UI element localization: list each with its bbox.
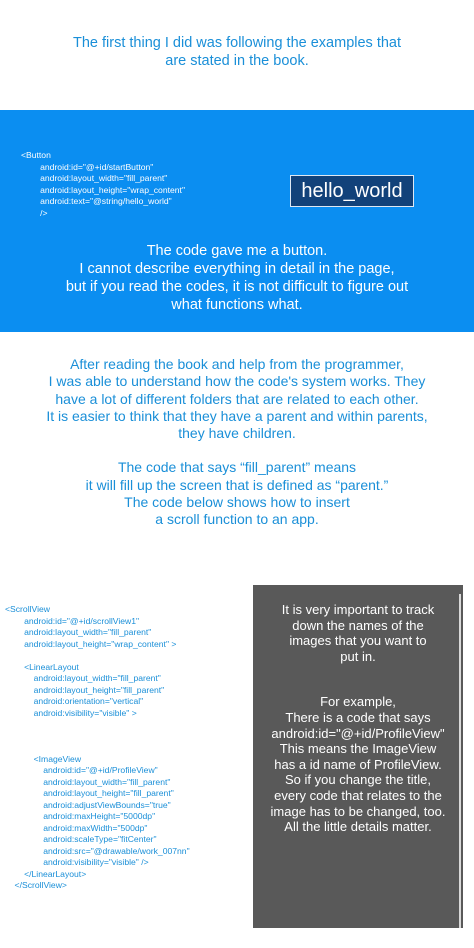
code-line: android:id="@+id/scrollView1"	[5, 615, 140, 626]
text-line: The code gave me a button.	[146, 243, 328, 259]
code-line: android:text="@string/hello_world"	[21, 196, 172, 206]
intro-text	[0, 34, 474, 70]
text-line: but if you read the codes, it is not difficult to figure out	[65, 279, 409, 295]
code-line: android:adjustViewBounds="true"	[5, 799, 171, 810]
code-line: android:layout_width="fill_parent"	[5, 776, 171, 787]
text-line: has a id name of ProfileView.	[274, 756, 442, 772]
code-line: <ScrollView	[5, 604, 50, 614]
text-line: image has to be changed, too.	[270, 803, 446, 819]
text-line: The code below shows how to insert	[124, 494, 350, 511]
text-line: have a lot of different folders that are related to each other.	[55, 390, 419, 407]
text-line: put in.	[340, 648, 376, 664]
code-line: <LinearLayout	[5, 661, 79, 672]
code-line	[5, 742, 190, 754]
code-line	[5, 650, 190, 662]
code-line: android:layout_height="wrap_content"	[21, 184, 185, 195]
text-line: down the names of the	[292, 617, 424, 633]
code-line: android:layout_height="fill_parent"	[5, 788, 174, 798]
text-line: The code that says “fill_parent” means	[117, 459, 357, 476]
code-line: />	[21, 207, 48, 218]
code-line	[5, 719, 190, 731]
code-line: android:layout_width="fill_parent"	[5, 627, 152, 637]
code-line: android:id="@+id/startButton"	[21, 161, 154, 172]
code-line: android:layout_height="wrap_content" >	[5, 638, 177, 649]
text-line: a scroll function to an app.	[155, 511, 319, 528]
paragraph-gap	[253, 664, 463, 694]
code-line: android:layout_width="fill_parent"	[21, 173, 168, 183]
text-line: I was able to understand how the code's system works. They	[48, 373, 426, 390]
code-line: android:visibility="visible" />	[5, 857, 149, 867]
button-code-block	[21, 150, 185, 219]
code-line: android:id="@+id/ProfileView"	[5, 765, 158, 775]
hello-world-button[interactable]: hello_world	[290, 175, 414, 207]
code-line: android:maxWidth="500dp"	[5, 822, 148, 833]
paragraph-gap	[0, 442, 474, 459]
text-line: It is very important to track	[281, 602, 435, 617]
code-line: <ImageView	[5, 753, 82, 764]
text-line: This means the ImageView	[279, 741, 437, 757]
text-line: every code that relates to the	[274, 787, 442, 803]
structure-explanation	[0, 356, 474, 529]
text-line: I cannot describe everything in detail in the page,	[79, 261, 395, 277]
text-line: So if you change the title,	[285, 772, 431, 788]
button-example-section	[0, 110, 474, 332]
code-line: android:scaleType="fitCenter"	[5, 834, 157, 844]
intro-line: are stated in the book.	[165, 53, 309, 69]
text-line: There is a code that says	[285, 709, 431, 725]
code-line: android:orientation="vertical"	[5, 696, 144, 706]
text-line: For example,	[320, 694, 396, 710]
button-explanation	[0, 242, 474, 314]
note-scrollbar[interactable]	[459, 594, 461, 928]
code-line: android:layout_height="fill_parent"	[5, 684, 165, 695]
text-line: it will fill up the screen that is defined as “parent.”	[85, 476, 389, 493]
text-line: After reading the book and help from the programmer,	[70, 356, 404, 372]
text-line: images that you want to	[289, 633, 427, 649]
code-line: android:layout_width="fill_parent"	[5, 673, 161, 683]
note-text	[253, 602, 463, 835]
code-line	[5, 731, 190, 743]
text-line: what functions what.	[171, 297, 303, 313]
text-line: It is easier to think that they have a parent and within parents,	[46, 407, 428, 424]
intro-line: The first thing I did was following the examples that	[72, 35, 402, 51]
code-line: android:visibility="visible" >	[5, 707, 137, 718]
note-panel	[253, 585, 463, 928]
text-line: All the little details matter.	[284, 819, 432, 835]
text-line: they have children.	[178, 425, 296, 442]
code-line: android:maxHeight="5000dp"	[5, 811, 156, 821]
code-line: </LinearLayout>	[5, 868, 87, 879]
scrollview-code-block	[5, 604, 190, 892]
code-line: </ScrollView>	[5, 880, 67, 890]
text-line: android:id="@+id/ProfileView"	[271, 725, 445, 741]
code-line: android:src="@drawable/work_007nn"	[5, 845, 190, 856]
code-line: <Button	[21, 150, 51, 160]
